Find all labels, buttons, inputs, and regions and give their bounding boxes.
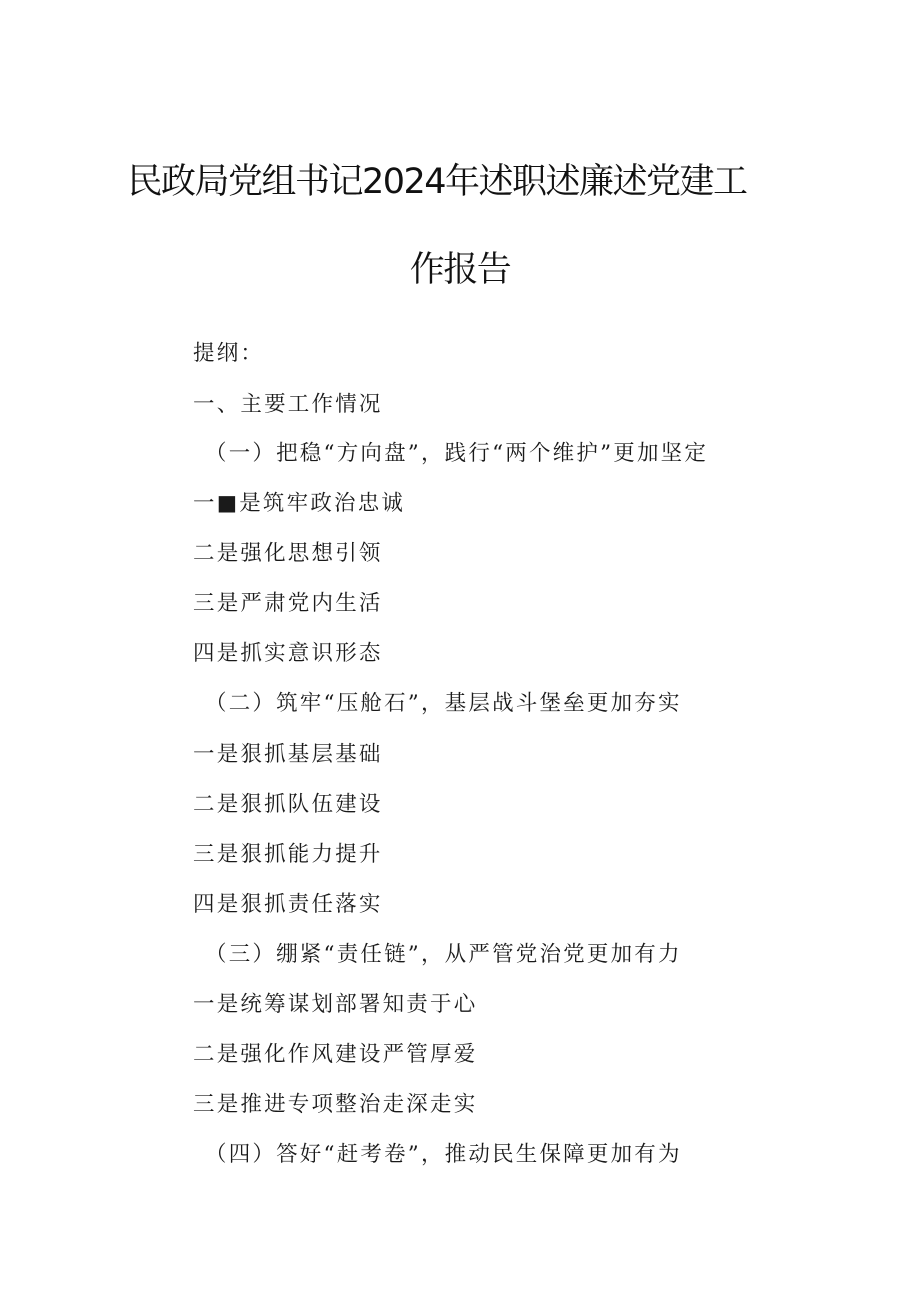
outline-item: 四是狠抓责任落实 — [193, 892, 383, 917]
outline-item: 三是狠抓能力提升 — [193, 842, 383, 867]
outline-label: 提纲： — [193, 341, 265, 366]
outline-item: 二是强化思想引领 — [193, 541, 383, 566]
outline-item: 三是严肃党内生活 — [193, 591, 383, 616]
outline-section-heading: （二）筑牢“压舱石”，基层战斗堡垒更加夯实 — [205, 691, 682, 716]
document-title-line-1: 民政局党组书记2024年述职述廉述党建工 — [127, 162, 747, 202]
outline-section-heading: （三）绷紧“责任链”，从严管党治党更加有力 — [205, 942, 682, 967]
outline-section-heading: （四）答好“赶考卷”，推动民生保障更加有为 — [205, 1142, 682, 1167]
outline-item: 三是推进专项整治走深走实 — [193, 1092, 478, 1117]
outline-item: 一是狠抓基层基础 — [193, 742, 383, 767]
outline-item: 一■是筑牢政治忠诚 — [193, 491, 406, 516]
outline-item: 二是强化作风建设严管厚爱 — [193, 1042, 478, 1067]
document-title-line-2: 作报告 — [409, 250, 511, 290]
outline-item: 一是统筹谋划部署知责于心 — [193, 992, 478, 1017]
outline-item: 四是抓实意识形态 — [193, 641, 383, 666]
outline-item: 二是狠抓队伍建设 — [193, 792, 383, 817]
outline-heading: 一、主要工作情况 — [193, 392, 383, 417]
outline-section-heading: （一）把稳“方向盘”，践行“两个维护”更加坚定 — [205, 441, 709, 466]
